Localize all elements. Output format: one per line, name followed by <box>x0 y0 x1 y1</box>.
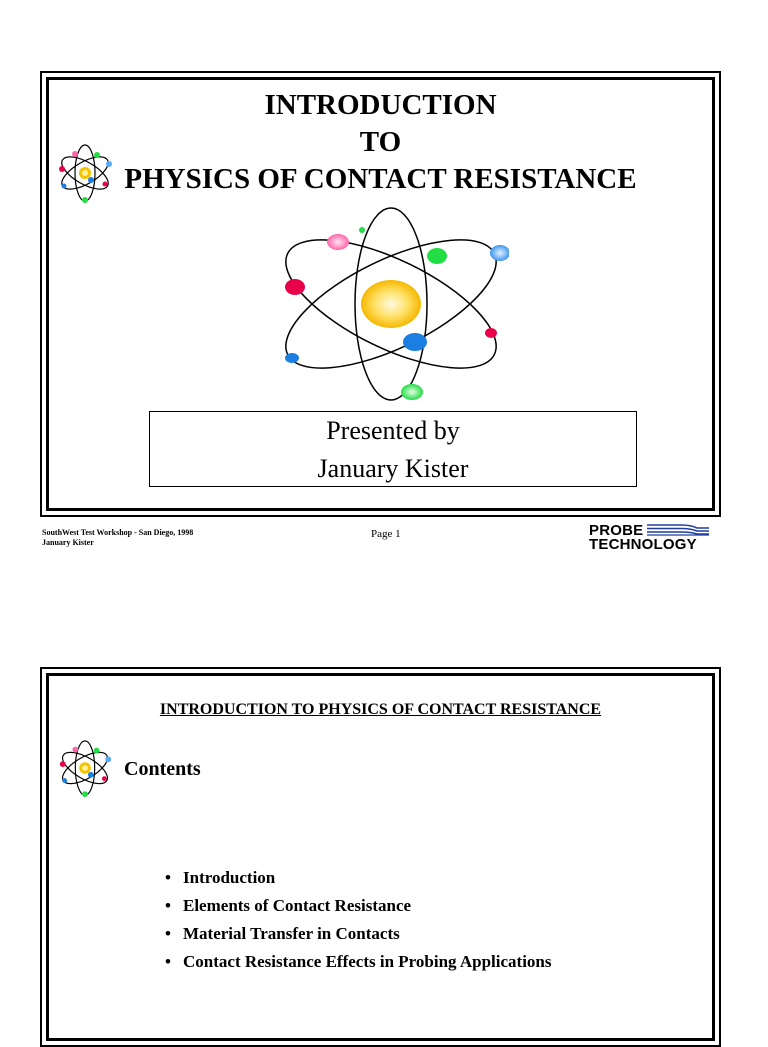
contents-slide <box>40 667 721 1047</box>
list-item-label: Introduction <box>183 868 276 887</box>
list-item-label: Material Transfer in Contacts <box>183 924 400 943</box>
presenter-name: January Kister <box>317 454 469 483</box>
footer-author-line: January Kister <box>42 538 94 547</box>
list-item-label: Contact Resistance Effects in Probing Applications <box>183 952 552 971</box>
bullet-icon: • <box>165 868 171 887</box>
slide-title-line-3: PHYSICS OF CONTACT RESISTANCE <box>124 163 637 195</box>
list-item <box>165 920 552 948</box>
list-item <box>165 864 552 892</box>
presenter-label: Presented by <box>326 416 460 445</box>
list-item <box>165 892 552 920</box>
logo-stripes-icon <box>647 524 709 536</box>
bullet-icon: • <box>165 924 171 943</box>
contents-slide-inner-border <box>46 673 715 1041</box>
presenter-box <box>149 411 637 487</box>
title-slide-inner-border <box>46 77 715 511</box>
contents-heading: Contents <box>124 758 201 780</box>
atom-icon <box>57 738 113 798</box>
slide-title-line-2: TO <box>359 126 402 158</box>
contents-list <box>165 864 552 976</box>
logo-text-probe: PROBE <box>589 522 644 539</box>
list-item <box>165 948 552 976</box>
page-number: Page 1 <box>371 528 401 540</box>
bullet-icon: • <box>165 952 171 971</box>
logo-text-technology: TECHNOLOGY <box>589 536 697 553</box>
list-item-label: Elements of Contact Resistance <box>183 896 412 915</box>
probe-technology-logo <box>589 522 717 552</box>
footer-workshop-info <box>42 528 193 548</box>
atom-icon <box>57 142 113 204</box>
footer-workshop-line: SouthWest Test Workshop - San Diego, 1998 <box>42 528 194 537</box>
contents-slide-title: INTRODUCTION TO PHYSICS OF CONTACT RESISTANCE <box>159 701 602 718</box>
bullet-icon: • <box>165 896 171 915</box>
atom-illustration-icon <box>273 206 509 406</box>
title-slide <box>40 71 721 517</box>
slide-title-line-1: INTRODUCTION <box>264 89 497 121</box>
